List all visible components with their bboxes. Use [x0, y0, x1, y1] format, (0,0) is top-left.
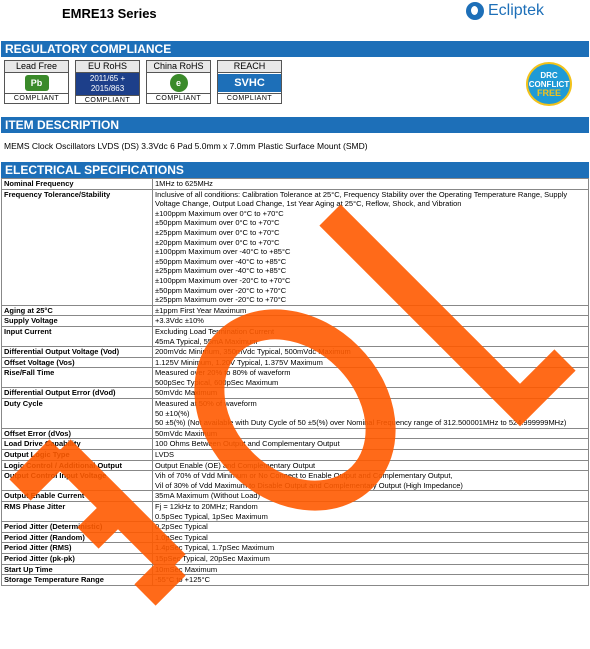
table-row [2, 564, 589, 575]
spec-parameter: Differential Output Voltage (Vod) [2, 347, 153, 358]
drc-line3: FREE [536, 87, 561, 98]
spec-parameter: Logic Control / Additional Output [2, 460, 153, 471]
table-row [2, 399, 589, 429]
table-row [2, 575, 589, 586]
table-row [2, 450, 589, 461]
spec-value: 1.125V Minimum, 1.20V Typical, 1.375V Maximum [153, 357, 589, 368]
spec-parameter: Duty Cycle [2, 399, 153, 429]
ecliptek-logo [466, 2, 544, 20]
spec-value: Measured over 20% to 80% of waveform 500pSec Typical, 600pSec Maximum [153, 368, 589, 388]
spec-parameter: Period Jitter (Deterministic) [2, 522, 153, 533]
spec-parameter: Nominal Frequency [2, 179, 153, 190]
lead-free-badge [4, 60, 69, 104]
table-row [2, 368, 589, 388]
spec-value: +3.3Vdc ±10% [153, 316, 589, 327]
badge-compliant-label: COMPLIANT [218, 93, 281, 103]
spec-parameter: Input Current [2, 326, 153, 346]
item-description-header: ITEM DESCRIPTION [1, 117, 589, 133]
item-description-text: MEMS Clock Oscillators LVDS (DS) 3.3Vdc 6 Pad 5.0mm x 7.0mm Plastic Surface Mount (SMD) [4, 141, 368, 151]
badge-compliant-label: COMPLIANT [5, 93, 68, 103]
spec-parameter: Aging at 25°C [2, 305, 153, 316]
table-row [2, 428, 589, 439]
badge-title: Lead Free [5, 61, 68, 73]
spec-value: 50mVdc Maximum [153, 428, 589, 439]
spec-value: Measured at 50% of waveform 50 ±10(%) 50 ±5(%) (Not available with Duty Cycle of 50 ±5(%) over Nominal Frequency range of 312.500001MHz to 524.999999MHz) [153, 399, 589, 429]
badge-title: REACH [218, 61, 281, 73]
eu-rohs-badge [75, 60, 140, 104]
drc-line2: CONFLICT [528, 79, 570, 89]
table-row [2, 553, 589, 564]
spec-value: 1.0pSec Typical [153, 532, 589, 543]
spec-value: Inclusive of all conditions: Calibration Tolerance at 25°C, Frequency Stability over the Operating Temperature Range, Supply Voltage Change, Output Load Change, 1st Year Aging at 25°C, Reflow, Shock, and Vibration ±100ppm Maximum over 0°C to +70°C ±50ppm Maximum over 0°C to +70°C ±25ppm Maximum over 0°C to +70°C ±20ppm Maximum over 0°C to +70°C ±100ppm Maximum over -40°C to +85°C ±50ppm Maximum over -40°C to +85°C ±25ppm Maximum over -40°C to +85°C ±100ppm Maximum over -20°C to +70°C ±50ppm Maximum over -20°C to +70°C ±25ppm Maximum over -20°C to +70°C [153, 189, 589, 305]
spec-value: Excluding Load Termination Current 45mA Typical, 55mA Maximum [153, 326, 589, 346]
spec-parameter: Storage Temperature Range [2, 575, 153, 586]
spec-parameter: Period Jitter (RMS) [2, 543, 153, 554]
spec-value: 200mVdc Minimum, 350mVdc Typical, 500mVdc Maximum [153, 347, 589, 358]
table-row [2, 460, 589, 471]
electrical-specifications-table [1, 178, 589, 586]
spec-parameter: Supply Voltage [2, 316, 153, 327]
spec-parameter: Output Control Input Voltage [2, 471, 153, 491]
badge-title: China RoHS [147, 61, 210, 73]
table-row [2, 305, 589, 316]
table-row [2, 543, 589, 554]
ecliptek-logo-icon [466, 2, 484, 20]
logo-text: Ecliptek [488, 2, 545, 19]
eu-rohs-line2: 2015/863 [90, 84, 125, 93]
table-row [2, 471, 589, 491]
table-row [2, 179, 589, 190]
spec-parameter: Differential Output Error (dVod) [2, 388, 153, 399]
spec-value: 1.4pSec Typical, 1.7pSec Maximum [153, 543, 589, 554]
china-rohs-badge [146, 60, 211, 104]
table-row [2, 532, 589, 543]
spec-value: 100 Ohms Between Output and Complementary Output [153, 439, 589, 450]
spec-parameter: Load Drive Capability [2, 439, 153, 450]
table-row [2, 502, 589, 522]
badge-compliant-label: COMPLIANT [76, 95, 139, 105]
table-row [2, 439, 589, 450]
spec-value: 35mA Maximum (Without Load) [153, 491, 589, 502]
reach-badge [217, 60, 282, 104]
spec-value: -55°C to +125°C [153, 575, 589, 586]
compliance-badges [4, 60, 288, 104]
badge-compliant-label: COMPLIANT [147, 93, 210, 103]
spec-value: 10mSec Maximum [153, 564, 589, 575]
spec-parameter: Start Up Time [2, 564, 153, 575]
drc-line1: DRC [540, 70, 558, 80]
pb-free-icon: Pb [25, 75, 49, 91]
table-row [2, 522, 589, 533]
badge-title: EU RoHS [76, 61, 139, 73]
drc-conflict-free-badge [526, 62, 572, 106]
eu-rohs-line1: 2011/65 + [89, 74, 126, 83]
table-row [2, 357, 589, 368]
table-row [2, 388, 589, 399]
table-row [2, 326, 589, 346]
spec-value: Output Enable (OE) and Complementary Output [153, 460, 589, 471]
electrical-specifications-header: ELECTRICAL SPECIFICATIONS [1, 162, 589, 178]
eu-rohs-directive [76, 73, 139, 95]
spec-parameter: Offset Voltage (Vos) [2, 357, 153, 368]
spec-parameter: Period Jitter (pk-pk) [2, 553, 153, 564]
spec-value: 1MHz to 625MHz [153, 179, 589, 190]
spec-parameter: RMS Phase Jitter [2, 502, 153, 522]
spec-value: 50mVdc Maximum [153, 388, 589, 399]
spec-value: Fj = 12kHz to 20MHz; Random 0.5pSec Typical, 1pSec Maximum [153, 502, 589, 522]
regulatory-compliance-header: REGULATORY COMPLIANCE [1, 41, 589, 57]
table-row [2, 316, 589, 327]
spec-parameter: Frequency Tolerance/Stability [2, 189, 153, 305]
table-row [2, 491, 589, 502]
spec-parameter: Offset Error (dVos) [2, 428, 153, 439]
table-row [2, 189, 589, 305]
spec-parameter: Rise/Fall Time [2, 368, 153, 388]
spec-parameter: Period Jitter (Random) [2, 532, 153, 543]
spec-parameter: Output Enable Current [2, 491, 153, 502]
table-row [2, 347, 589, 358]
spec-value: ±1ppm First Year Maximum [153, 305, 589, 316]
spec-value: Vih of 70% of Vdd Minimum or No Connect to Enable Output and Complementary Output, Vil of 30% of Vdd Maximum to Disable Output and Complementary Output (High Impedance) [153, 471, 589, 491]
china-rohs-e-icon: e [170, 74, 188, 92]
spec-value: 15pSec Typical, 20pSec Maximum [153, 553, 589, 564]
series-title: EMRE13 Series [62, 6, 157, 21]
spec-value: LVDS [153, 450, 589, 461]
spec-value: 0.2pSec Typical [153, 522, 589, 533]
svhc-label: SVHC [218, 74, 281, 92]
spec-parameter: Output Logic Type [2, 450, 153, 461]
